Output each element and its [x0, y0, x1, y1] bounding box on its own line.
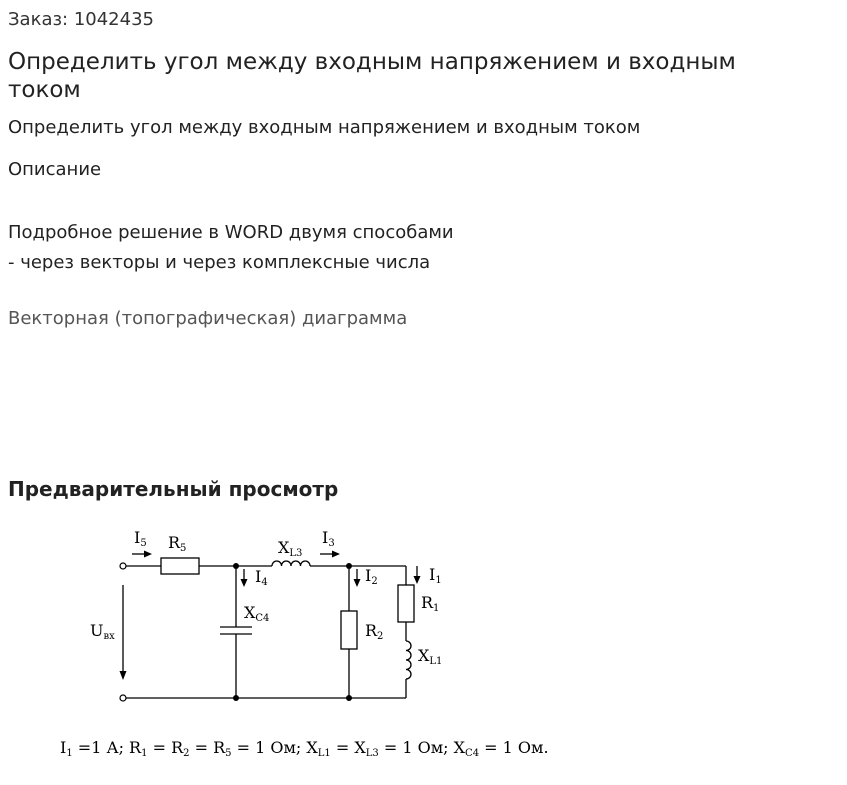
- label-uin: Uвх: [90, 621, 115, 642]
- description-line-1: Подробное решение в WORD двумя способами: [8, 222, 454, 243]
- circuit-diagram: [0, 520, 847, 785]
- resistor-r5: [161, 558, 199, 574]
- label-xl1: XL1: [418, 646, 443, 667]
- resistor-r1: [398, 585, 414, 622]
- vector-diagram-link[interactable]: Векторная (топографическая) диаграмма: [8, 308, 408, 329]
- label-r2: R2: [365, 621, 384, 642]
- inductor-xl1: [406, 641, 411, 679]
- label-xl3: XL3: [278, 538, 303, 559]
- description-heading: Описание: [8, 159, 102, 180]
- label-i1: I1: [429, 565, 442, 586]
- resistor-r2: [341, 611, 357, 649]
- page-title: Определить угол между входным напряжением и входным током: [8, 49, 736, 103]
- inductor-xl3: [272, 561, 310, 566]
- page-subtitle: Определить угол между входным напряжением и входным током: [8, 117, 641, 138]
- label-i3: I3: [322, 528, 335, 549]
- preview-heading: Предварительный просмотр: [8, 477, 339, 501]
- label-r5: R5: [168, 533, 187, 554]
- label-i5: I5: [134, 528, 147, 549]
- given-values: I1 =1 А; R1 = R2 = R5 = 1 Ом; XL1 = XL3 = 1 Ом; XC4 = 1 Ом.: [60, 738, 549, 759]
- label-i2: I2: [365, 566, 378, 587]
- label-r1: R1: [421, 593, 440, 614]
- order-number: Заказ: 1042435: [8, 9, 154, 30]
- label-i4: I4: [255, 567, 268, 588]
- description-line-2: - через векторы и через комплексные числа: [8, 252, 431, 273]
- label-xc4: XC4: [244, 603, 270, 624]
